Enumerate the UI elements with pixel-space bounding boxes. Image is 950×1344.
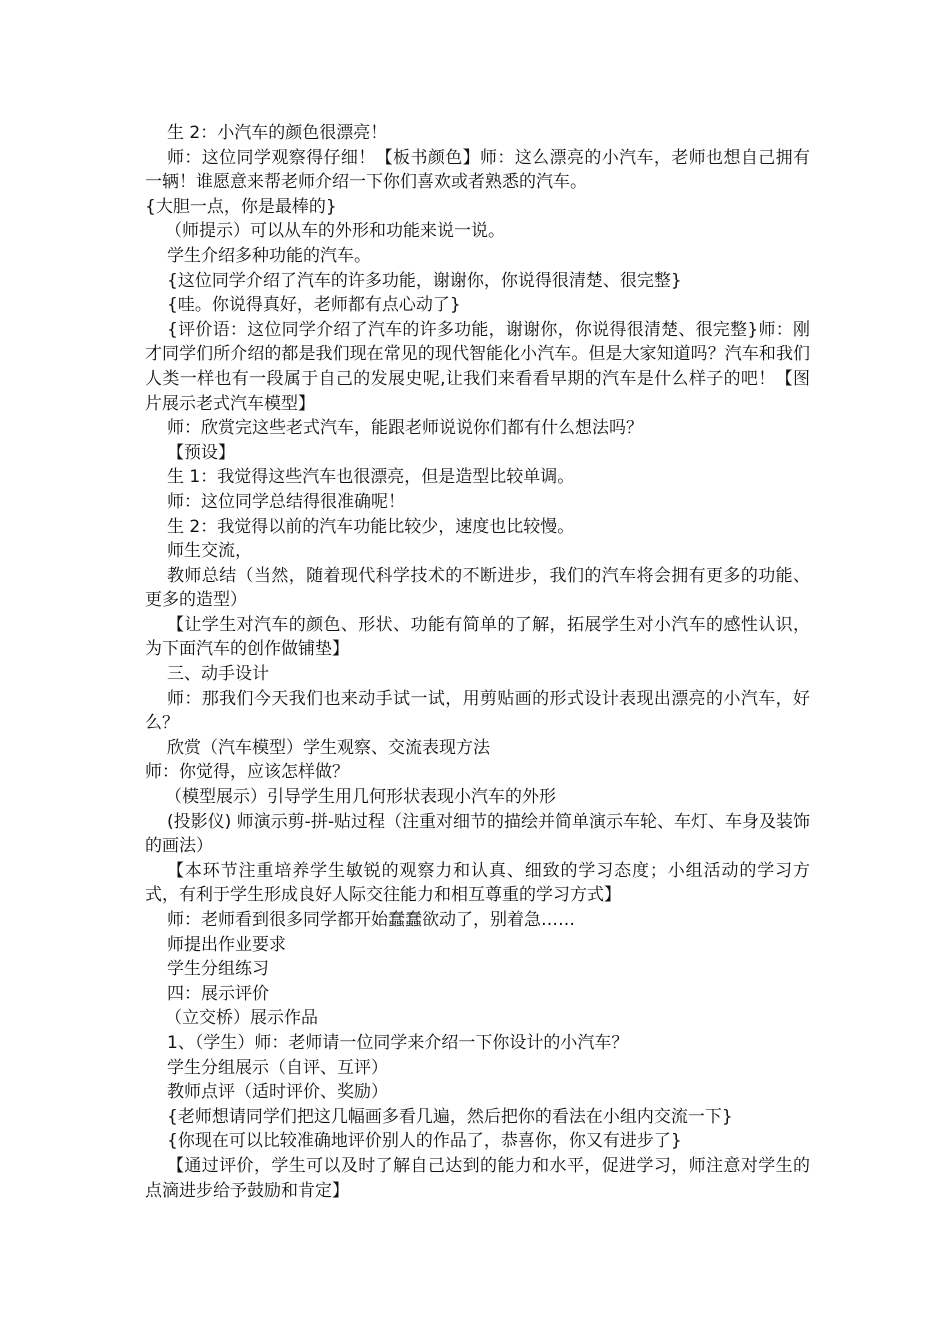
paragraph-29: 1、（学生）师：老师请一位同学来介绍一下你设计的小汽车？ xyxy=(167,1032,629,1053)
paragraph-23: 【本环节注重培养学生敏锐的观察力和认真、细致的学习态度；小组活动的学习方式，有利于学生形成良好人际交往能力和相互尊重的学习方式】 xyxy=(145,860,810,906)
paragraph-13: 生 2：我觉得以前的汽车功能比较少，速度也比较慢。 xyxy=(167,516,575,537)
paragraph-4: （师提示）可以从车的外形和功能来说一说。 xyxy=(165,221,505,242)
paragraph-18: 师：那我们今天我们也来动手试一试，用剪贴画的形式设计表现出漂亮的小汽车，好么？ xyxy=(145,688,810,734)
paragraph-24: 师：老师看到很多同学都开始蠢蠢欲动了，别着急…… xyxy=(167,910,575,930)
paragraph-21: （模型展示）引导学生用几何形状表现小汽车的外形 xyxy=(165,787,556,808)
paragraph-7: {哇。你说得真好，老师都有点心动了} xyxy=(167,295,461,316)
paragraph-3: {大胆一点，你是最棒的} xyxy=(145,196,337,217)
section-heading-3: 三、动手设计 xyxy=(167,664,269,685)
paragraph-15: 教师总结（当然，随着现代科学技术的不断进步，我们的汽车将会拥有更多的功能、更多的造型） xyxy=(145,565,810,611)
paragraph-25: 师提出作业要求 xyxy=(167,934,286,955)
paragraph-5: 学生介绍多种功能的汽车。 xyxy=(167,245,371,266)
paragraph-22: (投影仪) 师演示剪-拼-贴过程（注重对细节的描绘并简单演示车轮、车灯、车身及装饰的画法） xyxy=(145,811,810,857)
paragraph-8: {评价语：这位同学介绍了汽车的许多功能，谢谢你，你说得很清楚、很完整}师：刚才同学们所介绍的都是我们现在常见的现代智能化小汽车。但是大家知道吗？汽车和我们人类一样也有一段属于自己的发展史呢,让我们来看看早期的汽车是什么样子的吧！【图片展示老式汽车模型】 xyxy=(145,319,810,414)
paragraph-31: 教师点评（适时评价、奖励） xyxy=(167,1082,388,1103)
paragraph-1: 生 2：小汽车的颜色很漂亮！ xyxy=(167,123,388,143)
paragraph-32: {老师想请同学们把这几幅画多看几遍，然后把你的看法在小组内交流一下} xyxy=(167,1106,733,1127)
paragraph-16: 【让学生对汽车的颜色、形状、功能有简单的了解，拓展学生对小汽车的感性认识，为下面汽车的创作做铺垫】 xyxy=(145,614,810,660)
paragraph-26: 学生分组练习 xyxy=(167,959,269,980)
section-heading-4: 四：展示评价 xyxy=(167,983,269,1004)
paragraph-12: 师：这位同学总结得很准确呢！ xyxy=(167,491,405,512)
paragraph-11: 生 1：我觉得这些汽车也很漂亮，但是造型比较单调。 xyxy=(167,467,575,488)
paragraph-6: {这位同学介绍了汽车的许多功能，谢谢你，你说得很清楚、很完整} xyxy=(167,270,682,291)
paragraph-14: 师生交流， xyxy=(167,541,252,562)
paragraph-34: 【通过评价，学生可以及时了解自己达到的能力和水平，促进学习，师注意对学生的点滴进步给予鼓励和肯定】 xyxy=(145,1155,810,1201)
paragraph-10: 【预设】 xyxy=(167,442,235,463)
paragraph-33: {你现在可以比较准确地评价别人的作品了，恭喜你，你又有进步了} xyxy=(167,1131,682,1152)
paragraph-19: 欣赏（汽车模型）学生观察、交流表现方法 xyxy=(167,737,490,758)
paragraph-20: 师：你觉得，应该怎样做？ xyxy=(145,762,349,783)
document-page xyxy=(145,121,810,1203)
paragraph-28: （立交桥）展示作品 xyxy=(165,1008,318,1029)
paragraph-9: 师：欣赏完这些老式汽车，能跟老师说说你们都有什么想法吗？ xyxy=(167,418,643,439)
paragraph-2: 师：这位同学观察得仔细！【板书颜色】师：这么漂亮的小汽车，老师也想自己拥有一辆！谁愿意来帮老师介绍一下你们喜欢或者熟悉的汽车。 xyxy=(145,147,810,193)
paragraph-30: 学生分组展示（自评、互评） xyxy=(167,1057,388,1078)
